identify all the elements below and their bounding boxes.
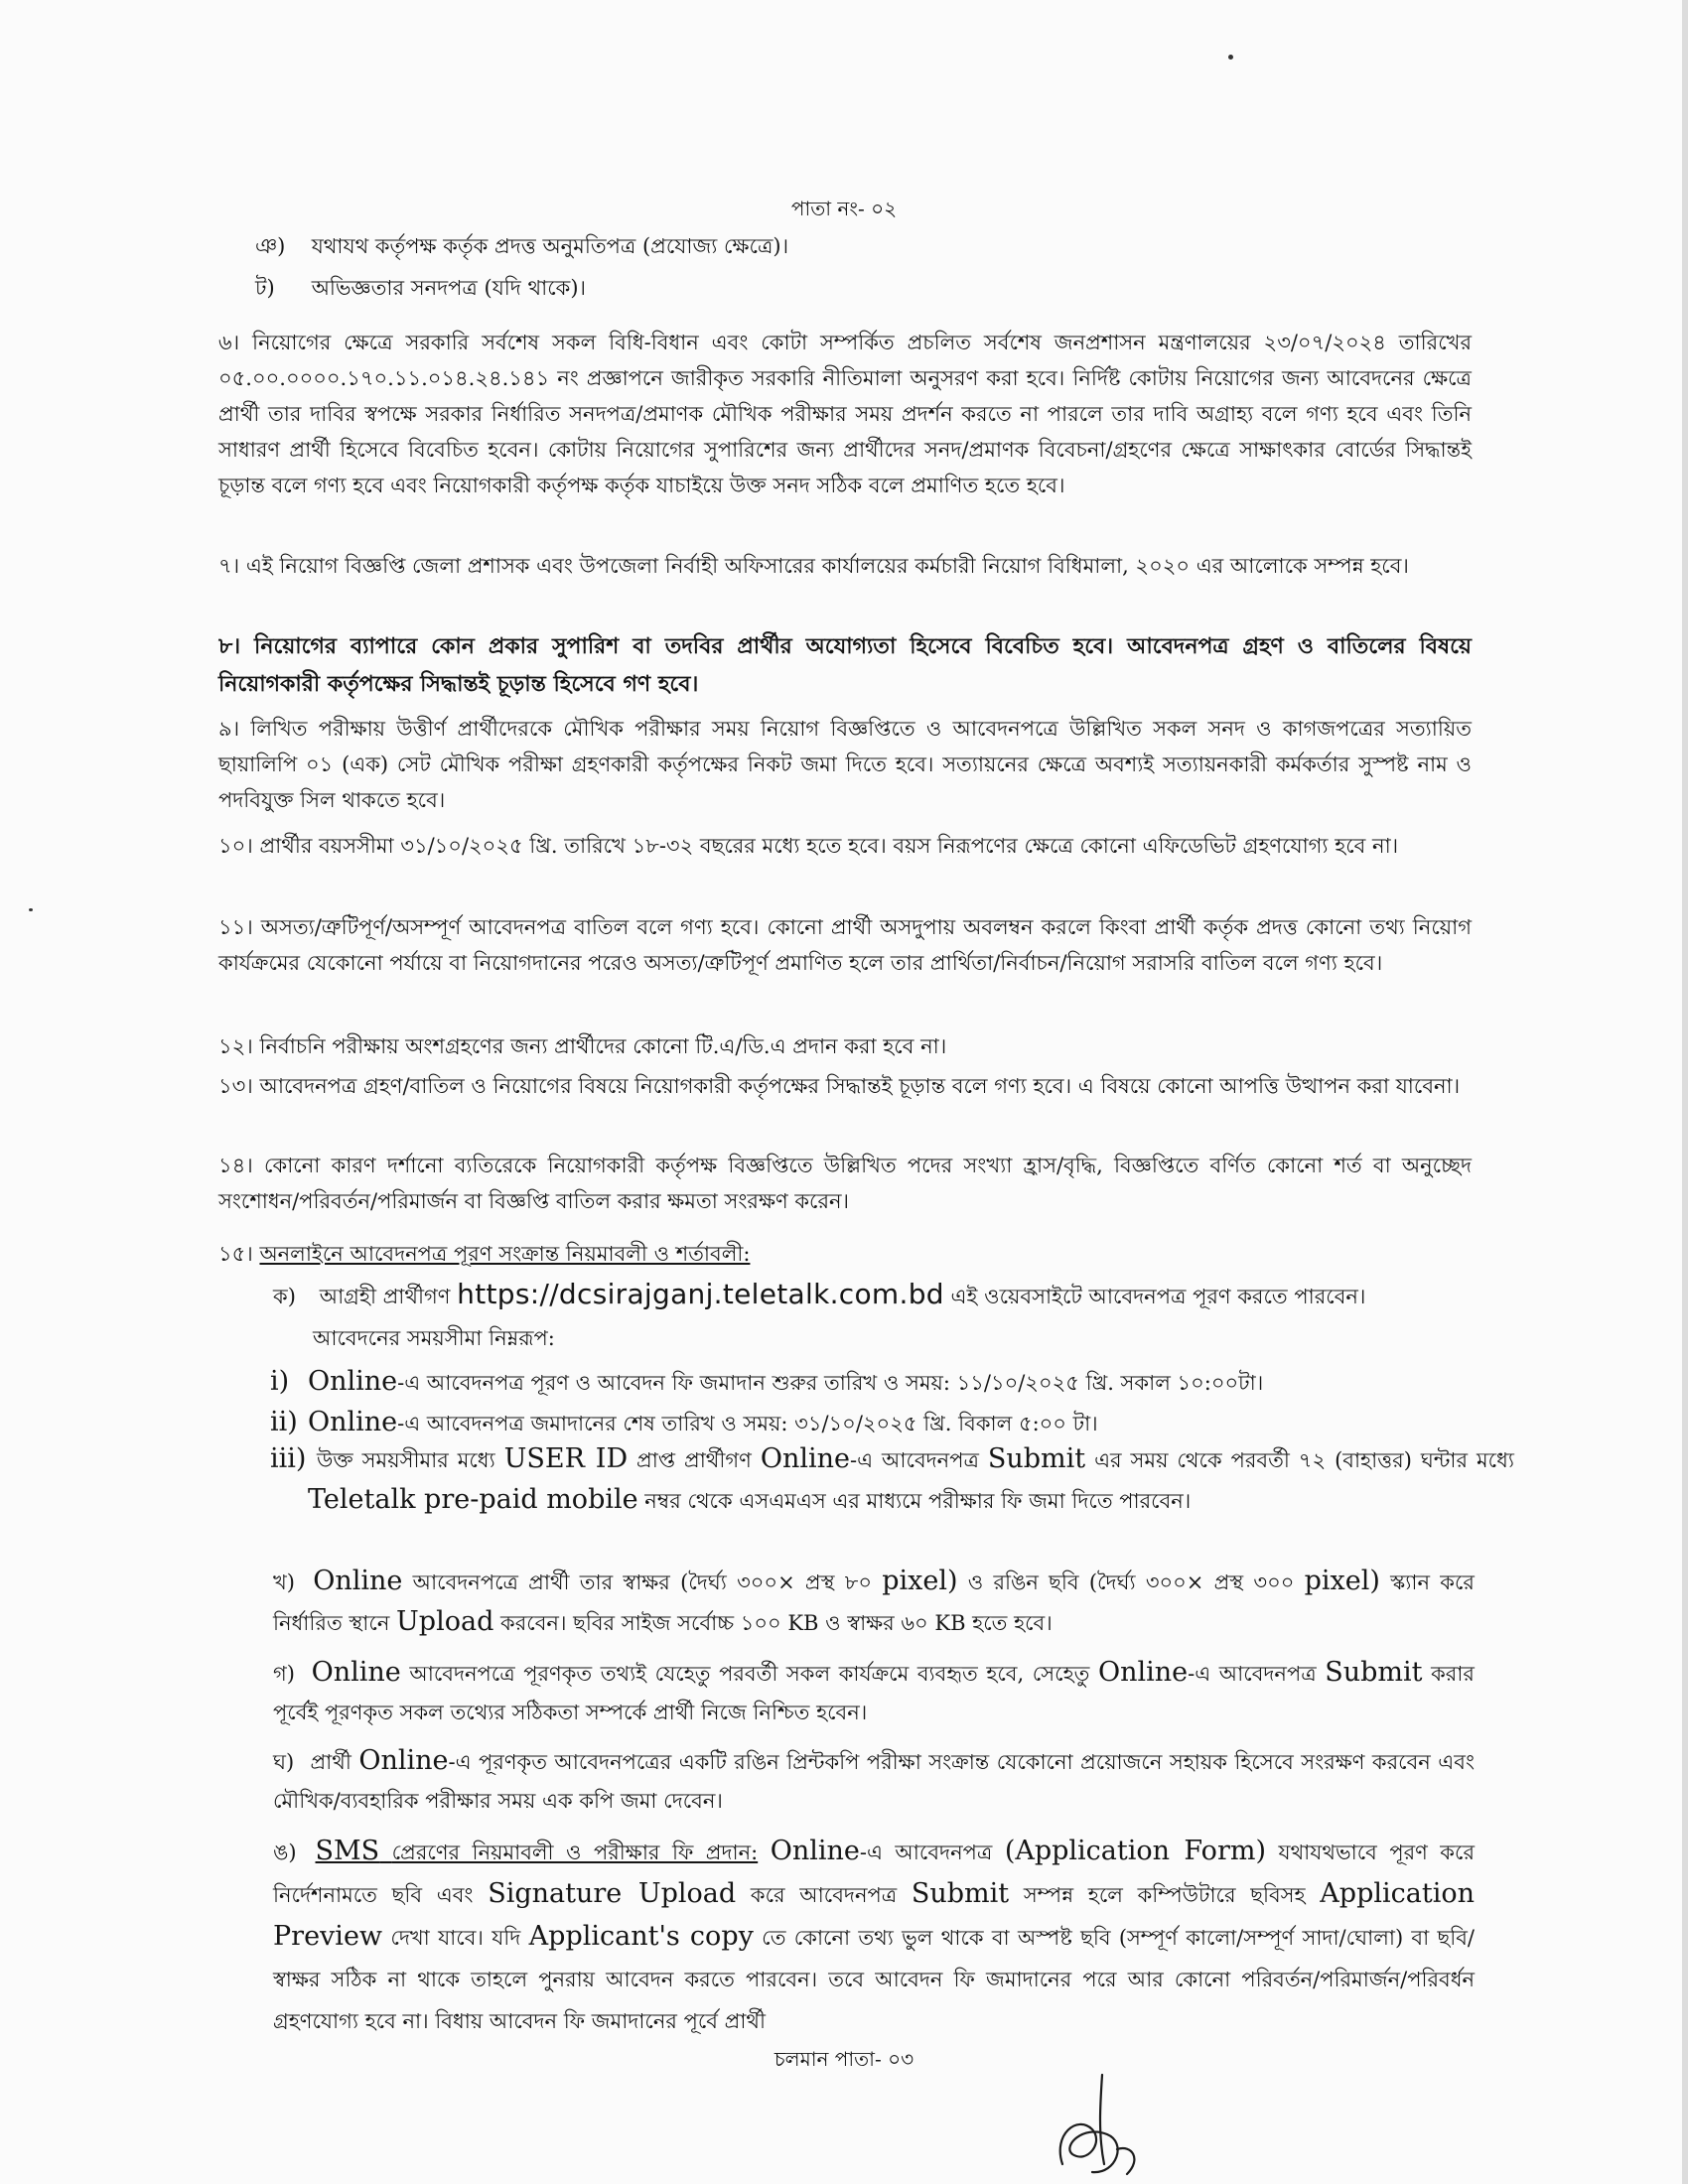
schedule-num: iii) <box>270 1443 307 1474</box>
application-preview-text: Application Preview <box>273 1878 1475 1952</box>
schedule-online: Online <box>308 1407 398 1437</box>
sub-item-umo <box>273 1831 1475 2042</box>
section-15-heading <box>218 1236 1472 1272</box>
schedule-text: -এ আবেদনপত্র পূরণ ও আবেদন ফি জমাদান শুরুর তারিখ ও সময়: ১১/১০/২০২৫ খ্রি. সকাল ১০:০০টা। <box>397 1371 1264 1395</box>
sub-text: -এ আবেদনপত্র <box>849 1448 979 1472</box>
sub-text: এই ওয়েবসাইটে আবেদনপত্র পূরণ করতে পারবেন। <box>950 1285 1366 1308</box>
schedule-item-iii <box>270 1439 1514 1521</box>
item-nya <box>255 226 788 266</box>
sub-item-gha <box>273 1741 1475 1821</box>
sub-text: -এ আবেদনপত্র <box>859 1841 993 1864</box>
online-text: Online <box>311 1657 401 1688</box>
application-form-text: (Application Form) <box>1004 1836 1266 1866</box>
continued-page-footer: চলমান পাতা- ০৩ <box>774 2047 914 2071</box>
sub-text: স্ক্যান করে নির্ধারিত স্থানে <box>273 1570 1475 1635</box>
sub-item-kha <box>273 1562 1475 1643</box>
item-label: ঘ) <box>273 1750 295 1774</box>
schedule-num: ii) <box>270 1407 298 1437</box>
sub-text: এর সময় থেকে পরবর্তী ৭২ (বাহাত্তর) ঘন্টার মধ্যে <box>1094 1448 1514 1472</box>
sub-text: করার পূর্বেই পূরণকৃত সকল তথ্যের সঠিকতা সম্পর্কে প্রার্থী নিজে নিশ্চিত হবেন। <box>273 1662 1475 1724</box>
schedule-text: -এ আবেদনপত্র জমাদানের শেষ তারিখ ও সময়: ৩১/১০/২০২৫ খ্রি. বিকাল ৫:০০ টা। <box>397 1412 1098 1435</box>
item-label: ঞ) <box>255 234 286 258</box>
submit-text: Submit <box>1325 1657 1423 1688</box>
page-number-header: পাতা নং- ০২ <box>790 197 898 220</box>
sms-text: SMS <box>315 1836 380 1866</box>
paragraph-13: ১৩। আবেদনপত্র গ্রহণ/বাতিল ও নিয়োগের বিষয়ে নিয়োগকারী কর্তৃপক্ষের সিদ্ধান্তই চূড়ান্ত বলে গণ্য হবে। এ বিষয়ে কোনো আপত্তি উত্থাপন করা যাবেনা। <box>218 1074 1461 1098</box>
sub-text: আগ্রহী প্রার্থীগণ <box>319 1285 451 1308</box>
sub-item-ka <box>273 1274 1475 1359</box>
sms-heading <box>315 1836 759 1866</box>
schedule-item <box>270 1403 1477 1443</box>
signature-scribble <box>1033 2055 1162 2184</box>
paragraph-10: ১০। প্রার্থীর বয়সসীমা ৩১/১০/২০২৫ খ্রি. তারিখে ১৮-৩২ বছরের মধ্যে হতে হবে। বয়স নিরূপণের ক্ষেত্রে কোনো এফিডেভিট গ্রহণযোগ্য হবে না। <box>218 834 1399 858</box>
pixel-text: pixel) <box>882 1566 958 1596</box>
sub-text: যথাযথভাবে পূরণ করে নির্দেশনামতে ছবি এবং <box>273 1841 1475 1907</box>
item-label: গ) <box>273 1662 295 1686</box>
sub-text: -এ পূরণকৃত আবেদনপত্রের একটি রঙিন প্রিন্টকপি পরীক্ষা সংক্রান্ত যেকোনো প্রয়োজনে সহায়ক হিসেবে সংরক্ষণ করবেন এবং মৌখিক/ব্যবহারিক পরীক্ষার সময় এক কপি জমা দেবেন। <box>273 1750 1475 1813</box>
item-label: ক) <box>273 1285 296 1308</box>
pixel-text: pixel) <box>1304 1566 1380 1596</box>
sub-text: করবেন। ছবির সাইজ সর্বোচ্চ ১০০ KB ও স্বাক্ষর ৬০ KB হতে হবে। <box>500 1611 1053 1635</box>
teletalk-text: Teletalk pre-paid mobile <box>308 1484 638 1515</box>
sub-text: -এ আবেদনপত্র <box>1188 1662 1317 1686</box>
sub-text: তে কোনো তথ্য ভুল থাকে বা অস্পষ্ট ছবি (সম্পূর্ণ কালো/সম্পূর্ণ সাদা/ঘোলা) বা ছবি/স্বাক্ষর সঠিক না থাকে তাহলে পুনরায় আবেদন করতে পারবেন। তবে আবেদন ফি জমাদানের পরে আর কোনো পরিবর্তন/পরিমার্জন/পরিবর্ধন গ্রহণযোগ্য হবে না। বিধায় আবেদন ফি জমাদানের পূর্বে প্রার্থী <box>273 1926 1476 2033</box>
schedule-online: Online <box>308 1366 398 1397</box>
online-text: Online <box>770 1836 860 1866</box>
schedule-list <box>270 1362 1477 1443</box>
online-text: Online <box>313 1566 403 1596</box>
submit-text: Submit <box>987 1443 1086 1474</box>
sub-text: আবেদনপত্রে পূরণকৃত তথ্যই যেহেতু পরবর্তী সকল কার্যক্রমে ব্যবহৃত হবে, সেহেতু <box>409 1662 1090 1686</box>
sub-text: আবেদনপত্রে প্রার্থী তার স্বাক্ষর (দৈর্ঘ্য ৩০০× প্রস্থ ৮০ <box>412 1570 872 1594</box>
paragraph-12: ১২। নির্বাচনি পরীক্ষায় অংশগ্রহণের জন্য প্রার্থীদের কোনো টি.এ/ডি.এ প্রদান করা হবে না। <box>218 1034 947 1058</box>
online-text: Online <box>760 1443 850 1474</box>
scan-speck <box>29 908 33 911</box>
item-label: খ) <box>273 1570 295 1594</box>
sms-heading-text: প্রেরণের নিয়মাবলী ও পরীক্ষার ফি প্রদান: <box>391 1841 759 1864</box>
sub-text: উক্ত সময়সীমার মধ্যে <box>316 1448 495 1472</box>
section-title: অনলাইনে আবেদনপত্র পূরণ সংক্রান্ত নিয়মাবলী ও শর্তাবলী: <box>259 1242 751 1266</box>
online-text: Online <box>1097 1657 1189 1688</box>
paragraph-7: ৭। এই নিয়োগ বিজ্ঞপ্তি জেলা প্রশাসক এবং উপজেলা নির্বাহী অফিসারের কার্যালয়ের কর্মচারী নিয়োগ বিধিমালা, ২০২০ এর আলোকে সম্পন্ন হবে। <box>218 554 1409 578</box>
online-text: Online <box>358 1745 449 1776</box>
upload-text: Upload <box>396 1606 494 1637</box>
user-id-text: USER ID <box>503 1443 629 1474</box>
sub-text: করে আবেদনপত্র <box>750 1883 898 1907</box>
scan-speck <box>1228 55 1233 60</box>
paragraph-9: ৯। লিখিত পরীক্ষায় উত্তীর্ণ প্রার্থীদেরকে মৌখিক পরীক্ষার সময় নিয়োগ বিজ্ঞপ্তিতে ও আবেদনপত্রে উল্লিখিত সকল সনদ ও কাগজপত্রের সত্যায়িত ছায়ালিপি ০১ (এক) সেট মৌখিক পরীক্ষা গ্রহণকারী কর্তৃপক্ষের নিকট জমা দিতে হবে। সত্যায়নের ক্ষেত্রে অবশ্যই সত্যায়নকারী কর্মকর্তার সুস্পষ্ট নাম ও পদবিযুক্ত সিল থাকতে হবে। <box>218 717 1472 812</box>
item-label: ঙ) <box>273 1841 297 1864</box>
item-text: অভিজ্ঞতার সনদপত্র (যদি থাকে)। <box>311 276 587 300</box>
submit-text: Submit <box>911 1878 1010 1909</box>
sub-text: নম্বর থেকে এসএমএস এর মাধ্যমে পরীক্ষার ফি জমা দিতে পারবেন। <box>644 1489 1192 1513</box>
sub-text: প্রার্থী <box>310 1750 352 1774</box>
applicants-copy-text: Applicant's copy <box>528 1921 754 1952</box>
sub-text: দেখা যাবে। যদি <box>390 1926 521 1950</box>
signature-upload-text: Signature Upload <box>488 1878 737 1909</box>
item-text: যথাযথ কর্তৃপক্ষ কর্তৃক প্রদত্ত অনুমতিপত্র (প্রযোজ্য ক্ষেত্রে)। <box>311 234 789 258</box>
item-label: ট) <box>255 276 275 300</box>
item-ta <box>255 268 586 308</box>
schedule-item <box>270 1362 1477 1403</box>
section-number: ১৫। <box>218 1242 253 1266</box>
sub-text: আবেদনের সময়সীমা নিম্নরূপ: <box>313 1326 555 1350</box>
paragraph-6: ৬। নিয়োগের ক্ষেত্রে সরকারি সর্বশেষ সকল বিধি-বিধান এবং কোটা সম্পর্কিত প্রচলিত সর্বশেষ জনপ্রশাসন মন্ত্রণালয়ের ২৩/০৭/২০২৪ তারিখের ০৫.০০.০০০০.১৭০.১১.০১৪.২৪.১৪১ নং প্রজ্ঞাপনে জারীকৃত সরকারি নীতিমালা অনুসরণ করা হবে। নির্দিষ্ট কোটায় নিয়োগের জন্য আবেদনের ক্ষেত্রে প্রার্থী তার দাবির স্বপক্ষে সরকার নির্ধারিত সনদপত্র/প্রমাণক মৌখিক পরীক্ষার সময় প্রদর্শন করতে না পারলে তার দাবি অগ্রাহ্য বলে গণ্য হবে এবং তিনি সাধারণ প্রার্থী হিসেবে বিবেচিত হবেন। কোটায় নিয়োগের সুপারিশের জন্য প্রার্থীদের সনদ/প্রমাণক বিবেচনা/গ্রহণের ক্ষেত্রে সাক্ষাৎকার বোর্ডের সিদ্ধান্তই চূড়ান্ত বলে গণ্য হবে এবং নিয়োগকারী কর্তৃপক্ষ কর্তৃক যাচাইয়ে উক্ত সনদ সঠিক বলে প্রমাণিত হতে হবে। <box>218 331 1472 497</box>
sub-item-ga <box>273 1653 1475 1732</box>
paragraph-11: ১১। অসত্য/ত্রুটিপূর্ণ/অসম্পূর্ণ আবেদনপত্র বাতিল বলে গণ্য হবে। কোনো প্রার্থী অসদুপায় অবলম্বন করলে কিংবা প্রার্থী কর্তৃক প্রদত্ত কোনো তথ্য নিয়োগ কার্যক্রমের যেকোনো পর্যায়ে বা নিয়োগদানের পরেও অসত্য/ত্রুটিপূর্ণ প্রমাণিত হলে তার প্রার্থিতা/নির্বাচন/নিয়োগ সরাসরি বাতিল বলে গণ্য হবে। <box>218 915 1472 975</box>
schedule-num: i) <box>270 1366 290 1397</box>
sub-text: সম্পন্ন হলে কম্পিউটারে ছবিসহ <box>1023 1883 1306 1907</box>
sub-text: প্রাপ্ত প্রার্থীগণ <box>636 1448 752 1472</box>
scan-edge-shadow <box>1682 0 1688 2184</box>
sub-text: ও রঙিন ছবি (দৈর্ঘ্য ৩০০× প্রস্থ ৩০০ <box>967 1570 1295 1594</box>
paragraph-8-bold: ৮। নিয়োগের ব্যাপারে কোন প্রকার সুপারিশ বা তদবির প্রার্থীর অযোগ্যতা হিসেবে বিবেচিত হবে। আবেদনপত্র গ্রহণ ও বাতিলের বিষয়ে নিয়োগকারী কর্তৃপক্ষের সিদ্ধান্তই চূড়ান্ত হিসেবে গণ হবে। <box>218 633 1472 697</box>
paragraph-14: ১৪। কোনো কারণ দর্শানো ব্যতিরেকে নিয়োগকারী কর্তৃপক্ষ বিজ্ঞপ্তিতে উল্লিখিত পদের সংখ্যা হ্রাস/বৃদ্ধি, বিজ্ঞপ্তিতে বর্ণিত কোনো শর্ত বা অনুচ্ছেদ সংশোধন/পরিবর্তন/পরিমার্জন বা বিজ্ঞপ্তি বাতিল করার ক্ষমতা সংরক্ষণ করেন। <box>218 1154 1472 1213</box>
application-website-url[interactable]: https://dcsirajganj.teletalk.com.bd <box>457 1278 944 1310</box>
